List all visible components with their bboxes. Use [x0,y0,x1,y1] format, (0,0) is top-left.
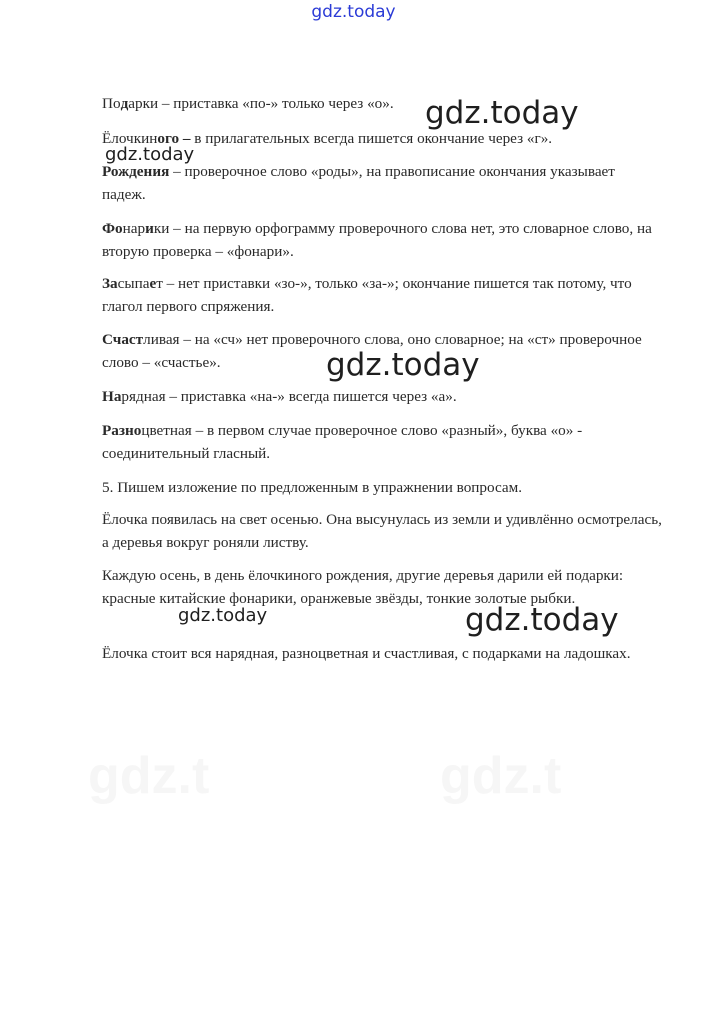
text-segment: По [102,95,121,112]
paragraph [102,160,662,206]
bold-segment: д [120,95,129,112]
paragraph [102,476,662,499]
text-segment: – проверочное слово «роды», на правописание окончания указывает падеж. [102,163,615,203]
paragraph [102,419,662,465]
bold-segment: ого – [157,130,191,147]
paragraph [102,642,662,665]
watermark: gdz.today [105,144,195,165]
text-segment: цветная – в первом случае проверочное слово «разный», буква «о» - соединительный гласный. [102,422,583,462]
bold-segment: е [149,275,157,292]
text-segment: Ёлочка стоит вся нарядная, разноцветная и счастливая, с подарками на ладошках. [102,645,631,662]
bold-segment: и [145,220,154,237]
bold-segment: о [133,422,142,439]
watermark: gdz.today [465,602,619,638]
watermark: gdz.today [425,95,579,131]
text-segment: 5. Пишем изложение по предложенным в упражнении вопросам. [102,479,523,496]
text-segment: Ёлочкин [102,130,158,147]
bold-segment: ия [152,163,170,180]
text-segment: нар [122,220,146,237]
bold-segment: Счаст [102,331,144,348]
text-segment: т – нет приставки «зо-», только «за-»; окончание пишется так потому, что глагол первого спряжения. [102,275,632,315]
paragraph [102,217,662,263]
bold-segment: Рожден [102,163,153,180]
paragraph [102,508,662,554]
faint-watermark: gdz.t [88,747,210,805]
top-watermark: gdz.today [311,2,396,22]
bold-segment: За [102,275,118,292]
text-segment: ки – на первую орфограмму проверочного слова нет, это словарное слово, на вторую проверка – «фонари». [102,220,652,260]
paragraph [102,385,662,408]
text-segment: Каждую осень, в день ёлочкиного рождения, другие деревья дарили ей подарки: красные китайские фонарики, оранжевые звёзды, тонкие золотые рыбки. [102,567,624,607]
bold-segment: Фо [102,220,123,237]
text-segment: Ёлочка появилась на свет осенью. Она высунулась из земли и удивлённо осмотрелась, а деревья вокруг роняли листву. [102,511,662,551]
watermark: gdz.today [326,347,480,383]
watermark: gdz.today [178,605,268,626]
text-segment: рядная – приставка «на-» всегда пишется через «а». [121,388,457,405]
text-segment: сыпа [117,275,150,292]
text-segment: ливая – на «сч» нет проверочного слова, оно словарное; на «ст» проверочное слово – «счастье». [102,331,642,371]
text-segment: в прилагательных всегда пишется окончание через «г». [190,130,553,147]
faint-watermark: gdz.t [440,747,562,805]
bold-segment: Разн [102,422,134,439]
paragraph [102,272,662,318]
bold-segment: На [102,388,122,405]
text-segment: арки – приставка «по-» только через «о». [128,95,394,112]
